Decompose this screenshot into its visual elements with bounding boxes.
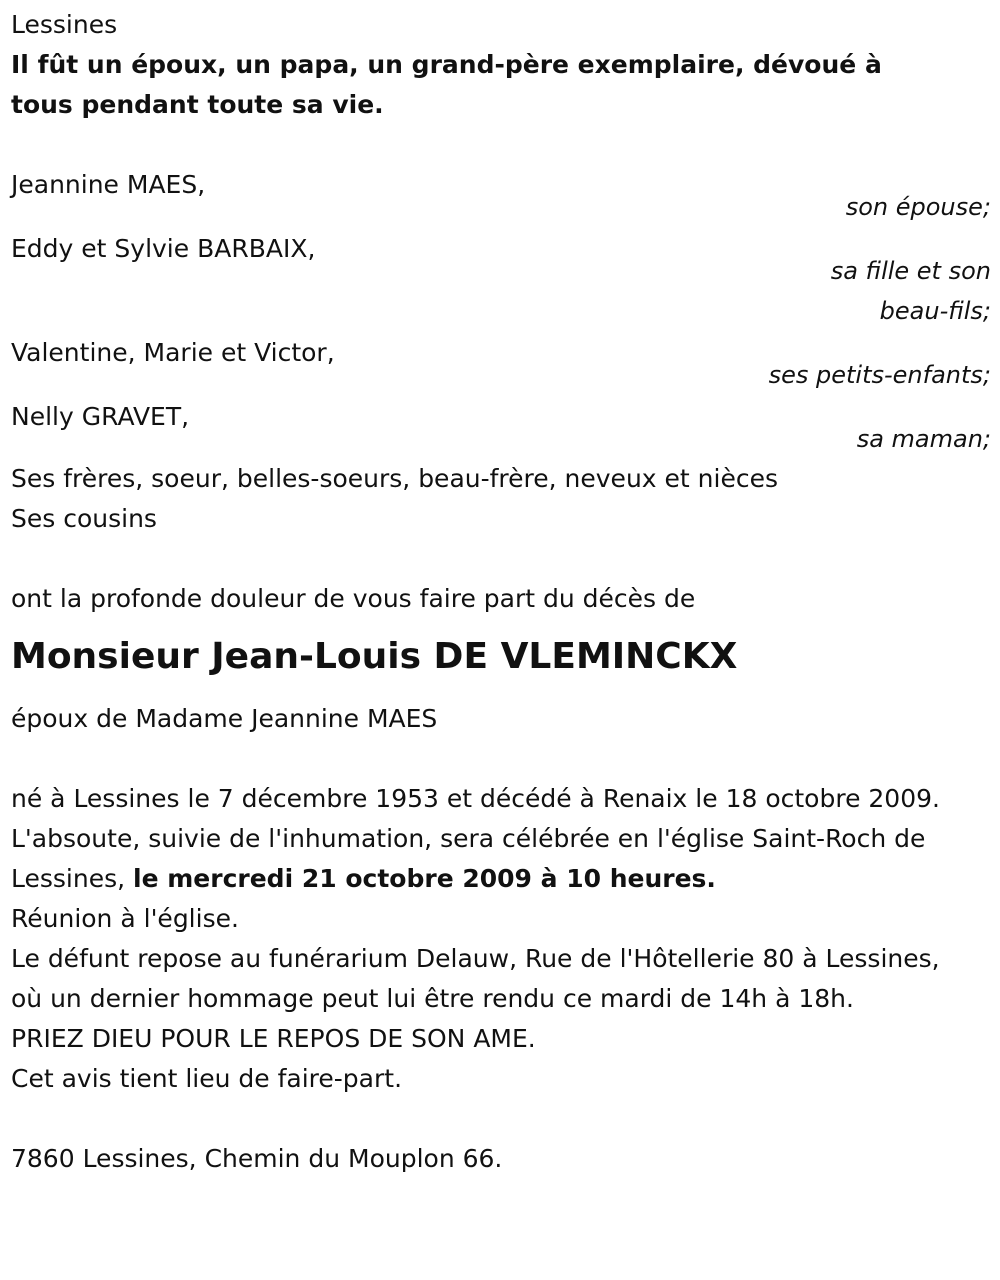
meeting-line: Réunion à l'église. <box>11 904 239 933</box>
announcement-line: ont la profonde douleur de vous faire part du décès de <box>11 584 696 613</box>
spacer <box>11 539 991 579</box>
details-block <box>11 779 986 1099</box>
family-names: Jeannine MAES, <box>11 170 206 199</box>
prayer-line: PRIEZ DIEU POUR LE REPOS DE SON AME. <box>11 1024 536 1053</box>
spacer <box>11 125 991 165</box>
family-entry <box>11 165 991 227</box>
obituary-notice <box>11 5 991 1179</box>
family-relation: sa maman; <box>856 425 991 453</box>
cousins-line: Ses cousins <box>11 504 157 533</box>
address-line: 7860 Lessines, Chemin du Mouplon 66. <box>11 1144 503 1173</box>
family-names: Eddy et Sylvie BARBAIX, <box>11 234 316 263</box>
spouse-line: époux de Madame Jeannine MAES <box>11 704 438 733</box>
ceremony-date: le mercredi 21 octobre 2009 à 10 heures. <box>133 864 716 893</box>
family-relation: sa fille et son beau-fils; <box>830 257 991 325</box>
family-entry <box>11 229 991 331</box>
family-relation: ses petits-enfants; <box>768 361 991 389</box>
siblings-line: Ses frères, soeur, belles-soeurs, beau-frère, neveux et nièces <box>11 464 778 493</box>
family-entry <box>11 397 991 459</box>
notice-line: Cet avis tient lieu de faire-part. <box>11 1064 403 1093</box>
family-list <box>11 165 991 459</box>
family-names: Nelly GRAVET, <box>11 402 190 431</box>
family-relation: son épouse; <box>845 193 991 221</box>
spacer <box>11 739 991 779</box>
ceremony-prefix: L'absoute, suivie de l'inhumation, sera célébrée en l'église Saint-Roch de Lessines, <box>11 824 926 893</box>
town-heading: Lessines <box>11 10 118 39</box>
spacer <box>11 1099 991 1139</box>
birth-death-line: né à Lessines le 7 décembre 1953 et décédé à Renaix le 18 octobre 2009. <box>11 784 940 813</box>
family-names: Valentine, Marie et Victor, <box>11 338 335 367</box>
viewing-text: Le défunt repose au funérarium Delauw, Rue de l'Hôtellerie 80 à Lessines, où un dernier hommage peut lui être rendu ce mardi de 14h à 18h. <box>11 944 940 1013</box>
tribute-text: Il fût un époux, un papa, un grand-père exemplaire, dévoué à tous pendant toute sa vie. <box>11 50 882 119</box>
deceased-name: Monsieur Jean-Louis DE VLEMINCKX <box>11 636 738 677</box>
family-entry <box>11 333 991 395</box>
ceremony-text <box>11 819 971 899</box>
